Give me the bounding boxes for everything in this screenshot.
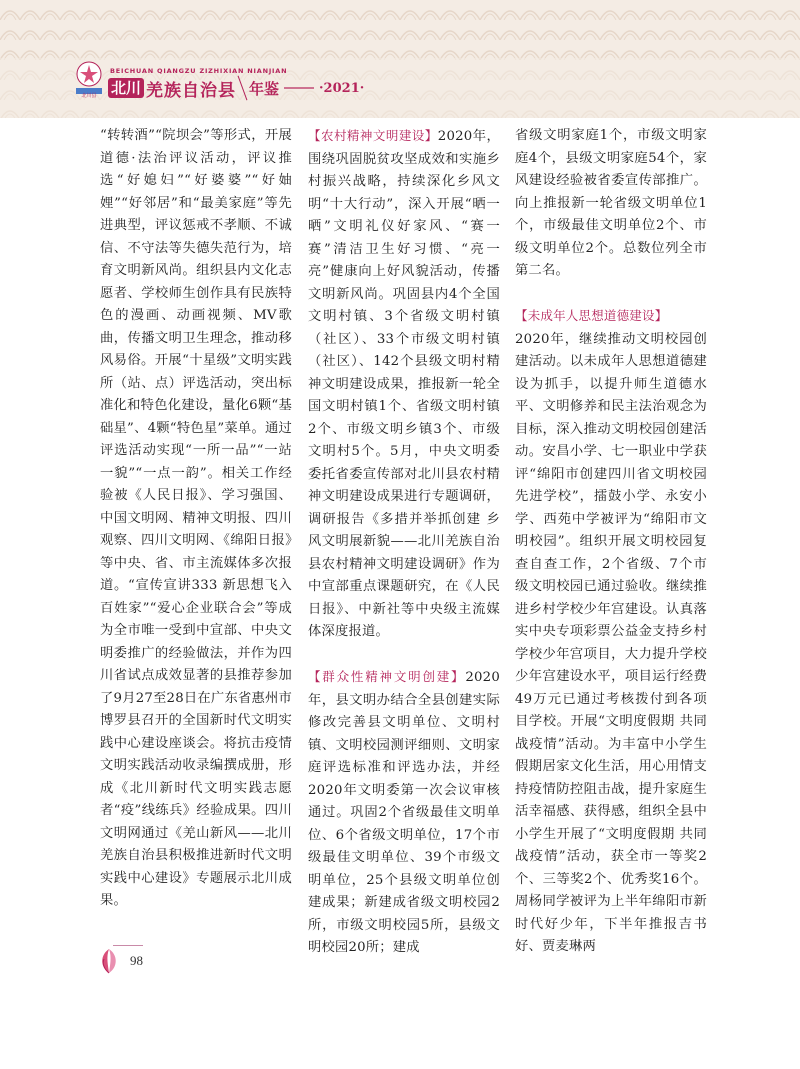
section-title: 【农村精神文明建设】	[308, 128, 438, 143]
yearbook-title	[108, 77, 364, 99]
logo-text: 北川县	[81, 93, 97, 99]
section-body: 2020年，围绕巩固脱贫攻坚成效和实施乡村振兴战略，持续深化乡风文明“十大行动”，深入开展“晒一晒”文明礼仪好家风、“赛一赛”清洁卫生好习惯、“亮一亮”健康向上好风貌活动，传播文明新风尚。巩固县内4个全国文明村镇、3个省级文明村镇（社区）、33个市级文明村镇（社区）、142个县级文明村精神文明建设成果，推报新一轮全国文明村镇1个、省级文明村镇2个、市级文明乡镇3个、市级文明村5个。5月，中央文明委委托省委宣传部对北川县农村精神文明建设成果进行专题调研，调研报告《多措并举抓创建 乡风文明展新貌——北川羌族自治县农村精神文明建设调研》作为中宣部重点课题研究，在《人民日报》、中新社等中央级主流媒体深度报道。	[308, 129, 500, 639]
title-badge: 北川	[108, 78, 144, 98]
section-mass-civilization	[308, 666, 500, 960]
section-title-minors	[515, 305, 707, 329]
section-title: 【群众性精神文明创建】	[308, 669, 466, 684]
yearbook-pinyin: BEICHUAN QIANGZU ZIZHIXIAN NIANJIAN	[110, 67, 288, 75]
section-body: 2020年，县文明办结合全县创建实际修改完善县文明单位、文明村镇、文明校园测评细则、文明家庭评选标准和评选办法，并经2020年文明委第一次会议审核通过。巩固2个省级最佳文明单位、6个省级文明单位，17个市级最佳文明单位、39个市级文明单位，25个县级文明单位创建成果；新建成省级文明校园2所，市级文明校园5所，县级文明校园20所；建成	[308, 670, 500, 955]
title-year: ·2021·	[319, 80, 365, 96]
page-header	[0, 0, 800, 118]
page-number: 98	[130, 953, 143, 968]
title-main: 羌族自治县	[146, 80, 237, 101]
text-column-1	[100, 125, 292, 913]
footer-divider	[113, 945, 143, 946]
title-dash	[284, 87, 314, 89]
section-rural-civilization	[308, 125, 500, 644]
flower-ornament-icon	[98, 945, 120, 975]
paragraph: 省级文明家庭1个，市级文明家庭4个，县级文明家庭54个，家风建设经验被省委宣传部推广。向上推报新一轮省级文明单位1个，市级最佳文明单位2个、市级文明单位2个。总数位列全市第二名。	[515, 128, 707, 278]
text-column-3	[515, 125, 707, 959]
title-subtitle: 年鉴	[249, 79, 280, 98]
paragraph: “转转酒”“院坝会”等形式，开展道德·法治评议活动，评议推选“好媳妇”“好婆婆”“好妯娌”“好邻居”和“最美家庭”等先进典型，评议惩戒不孝顺、不诚信、不守法等失德失范行为，培育文明新风尚。组织县内文化志愿者、学校师生创作具有民族特色的漫画、动画视频、MV歌曲，传播文明卫生理念，推动移风易俗。开展“十星级”文明实践所（站、点）评选活动，突出标准化和特色化建设，量化6颗“基础星”、4颗“特色星”菜单。通过评选活动实现“一所一品”“一站一貌”“一点一韵”。相关工作经验被《人民日报》、学习强国、中国文明网、精神文明报、四川观察、四川文明网、《绵阳日报》等中央、省、市主流媒体多次报道。“宣传宣讲333 新思想飞入百姓家”“爱心企业联合会”等成为全市唯一受到中宣部、中央文明委推广的经验做法，并作为四川省试点成效显著的县推荐参加了9月27至28日在广东省惠州市博罗县召开的全国新时代文明实践中心建设座谈会。将抗击疫情文明实践活动收录编撰成册，形成《北川新时代文明实践志愿者“疫”线练兵》经验成果。四川文明网通过《羌山新风——北川羌族自治县积极推进新时代文明实践中心建设》专题展示北川成果。	[100, 128, 292, 908]
text-column-2	[308, 125, 500, 960]
section-gap	[308, 644, 500, 667]
section-gap	[515, 283, 707, 306]
wave-pattern	[0, 0, 800, 118]
section-title: 【未成年人思想道德建设】	[515, 308, 668, 323]
title-divider	[238, 76, 248, 101]
section-body: 2020年，继续推动文明校园创建活动。以未成年人思想道德建设为抓手，以提升师生道德水平、文明修养和民主法治观念为目标，深入推动文明校园创建活动。安昌小学、七一职业中学获评“绵阳市创建四川省文明校园先进学校”，擂鼓小学、永安小学、西苑中学被评为“绵阳市文明校园”。组织开展文明校园复查自查工作，2个省级、7个市级文明校园已通过验收。继续推进乡村学校少年宫建设。认真落实中央专项彩票公益金支持乡村学校少年宫项目，大力提升学校少年宫建设水平，项目运行经费49万元已通过考核拨付到各项目学校。开展“文明度假期 共同战疫情”活动。为丰富中小学生假期居家文化生活，用心用情支持疫情防控阻击战，提升家庭生活幸福感、获得感，组织全县中小学生开展了“文明度假期 共同战疫情”活动，获全市一等奖2个、三等奖2个、优秀奖16个。周杨同学被评为上半年绵阳市新时代好少年，下半年推报吉书好、贾麦琳两	[515, 331, 707, 954]
